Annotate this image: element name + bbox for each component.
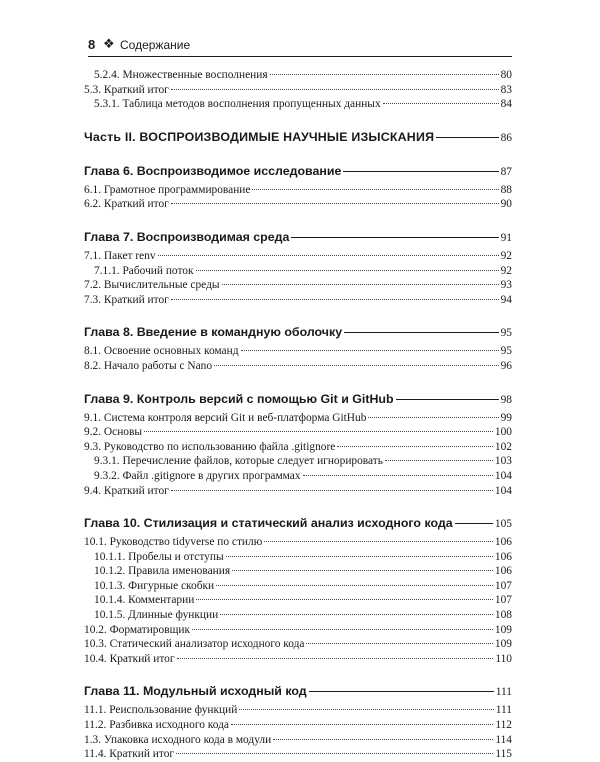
dot-leader — [214, 365, 499, 366]
toc-entry-page: 88 — [500, 183, 512, 196]
toc-entry[interactable] — [84, 454, 512, 469]
toc-entry-title: 5.3. Краткий итог — [84, 83, 169, 96]
toc-entry[interactable] — [84, 83, 512, 98]
toc-entry-page: 98 — [500, 393, 512, 406]
dot-leader — [436, 137, 498, 138]
toc-chapter-8[interactable] — [84, 324, 512, 341]
toc-entry-title: 10.1.1. Пробелы и отступы — [94, 550, 224, 563]
toc-entry-title: 6.1. Грамотное программирование — [84, 183, 251, 196]
toc-entry-title: 10.2. Форматировщик — [84, 623, 190, 636]
toc-entry-title: Глава 11. Модульный исходный код — [84, 684, 307, 699]
toc-entry[interactable] — [84, 535, 512, 550]
toc-entry-title: 10.1.3. Фигурные скобки — [94, 579, 215, 592]
toc-entry-title: Глава 10. Стилизация и статический анализ исходного кода — [84, 516, 453, 531]
dot-leader — [220, 614, 493, 615]
table-of-contents — [84, 68, 512, 762]
dot-leader — [196, 599, 493, 600]
toc-entry-page: 91 — [500, 231, 512, 244]
toc-entry[interactable] — [84, 359, 512, 374]
dot-leader — [306, 643, 492, 644]
toc-entry-page: 114 — [495, 733, 512, 746]
toc-entry[interactable] — [84, 440, 512, 455]
page-header — [88, 36, 512, 57]
toc-entry[interactable] — [84, 623, 512, 638]
toc-entry[interactable] — [84, 425, 512, 440]
dot-leader — [273, 739, 493, 740]
toc-entry[interactable] — [84, 608, 512, 623]
toc-chapter-7[interactable] — [84, 229, 512, 246]
dot-leader — [171, 203, 499, 204]
toc-entry[interactable] — [84, 718, 512, 733]
toc-entry-title: 9.1. Система контроля версий Git и веб-платформа GitHub — [84, 411, 367, 424]
dot-leader — [264, 541, 493, 542]
dot-leader — [337, 446, 493, 447]
toc-entry-title: 9.4. Краткий итог — [84, 484, 169, 497]
toc-entry-title: 5.2.4. Множественные восполнения — [94, 69, 268, 81]
dot-leader — [176, 753, 493, 754]
dot-leader — [270, 74, 499, 75]
toc-entry-title: 7.1.1. Рабочий поток — [94, 264, 194, 277]
toc-entry-title: 7.3. Краткий итог — [84, 293, 169, 306]
toc-entry[interactable] — [84, 703, 512, 718]
dot-leader — [216, 585, 493, 586]
toc-entry-title: 10.1.2. Правила именования — [94, 565, 231, 578]
toc-entry[interactable] — [84, 469, 512, 484]
toc-entry-page: 106 — [494, 550, 512, 563]
dot-leader — [171, 89, 499, 90]
dot-leader — [309, 691, 494, 692]
toc-entry[interactable] — [84, 579, 512, 594]
toc-entry-page: 93 — [500, 279, 512, 292]
dot-leader — [241, 350, 499, 351]
toc-entry-page: 86 — [500, 131, 512, 144]
toc-entry-page: 107 — [494, 579, 512, 592]
toc-entry[interactable] — [84, 68, 512, 83]
toc-entry-title: 10.4. Краткий итог — [84, 652, 175, 665]
dot-leader — [226, 556, 493, 557]
toc-entry[interactable] — [84, 593, 512, 608]
toc-entry-title: 7.2. Вычислительные среды — [84, 279, 220, 292]
toc-entry-page: 84 — [500, 98, 512, 111]
toc-entry[interactable] — [84, 652, 512, 667]
toc-entry-title: Часть II. ВОСПРОИЗВОДИМЫЕ НАУЧНЫЕ ИЗЫСКАНИЯ — [84, 129, 435, 144]
toc-entry-page: 106 — [494, 565, 512, 578]
toc-entry[interactable] — [84, 344, 512, 359]
toc-chapter-10[interactable] — [84, 515, 512, 532]
toc-entry[interactable] — [84, 197, 512, 212]
dot-leader — [383, 103, 499, 104]
toc-entry-title: 7.1. Пакет renv — [84, 249, 156, 262]
dot-leader — [232, 570, 493, 571]
toc-entry-title: 8.1. Освоение основных команд — [84, 345, 239, 358]
toc-entry-page: 92 — [500, 249, 512, 262]
toc-entry[interactable] — [84, 550, 512, 565]
toc-entry-title: 11.2. Разбивка исходного кода — [84, 719, 229, 732]
toc-chapter-6[interactable] — [84, 163, 512, 180]
toc-entry-title: 9.2. Основы — [84, 426, 143, 439]
toc-entry-page: 87 — [500, 165, 512, 178]
toc-entry[interactable] — [84, 183, 512, 198]
toc-entry-page: 104 — [494, 469, 512, 482]
toc-entry-page: 95 — [500, 327, 512, 340]
toc-entry-page: 105 — [494, 518, 512, 531]
toc-entry-page: 103 — [494, 455, 512, 468]
toc-entry-page: 108 — [494, 609, 512, 622]
toc-entry-page: 80 — [500, 69, 512, 81]
toc-entry-title: 11.1. Реиспользование функций — [84, 704, 238, 717]
toc-entry-page: 104 — [494, 484, 512, 497]
toc-entry-title: Глава 7. Воспроизводимая среда — [84, 229, 290, 244]
toc-entry-page: 107 — [494, 594, 512, 607]
toc-entry[interactable] — [84, 97, 512, 112]
dot-leader — [385, 460, 493, 461]
toc-entry-title: 6.2. Краткий итог — [84, 198, 169, 211]
toc-entry[interactable] — [84, 264, 512, 279]
toc-entry-title: Глава 9. Контроль версий с помощью Git и GitHub — [84, 391, 394, 406]
dot-leader — [344, 332, 499, 333]
dot-leader — [158, 255, 499, 256]
dot-leader — [177, 658, 494, 659]
dot-leader — [252, 189, 498, 190]
toc-entry-title: Глава 6. Воспроизводимое исследование — [84, 163, 342, 178]
toc-entry-page: 99 — [500, 411, 512, 424]
toc-entry-page: 92 — [500, 264, 512, 277]
dot-leader — [239, 709, 493, 710]
dot-leader — [196, 270, 499, 271]
toc-entry[interactable] — [84, 411, 512, 426]
dot-leader — [192, 629, 493, 630]
toc-entry[interactable] — [84, 733, 512, 748]
toc-entry-page: 95 — [500, 345, 512, 358]
toc-entry-title: 5.3.1. Таблица методов восполнения пропущенных данных — [94, 98, 381, 111]
dot-leader — [368, 417, 498, 418]
toc-entry[interactable] — [84, 249, 512, 264]
toc-entry-title: 8.2. Начало работы с Nano — [84, 359, 213, 372]
toc-entry-title: 11.4. Краткий итог — [84, 748, 175, 761]
toc-entry-page: 111 — [495, 686, 512, 699]
toc-entry-page: 110 — [495, 652, 512, 665]
toc-entry[interactable] — [84, 637, 512, 652]
toc-part-heading[interactable] — [84, 129, 512, 146]
toc-entry[interactable] — [84, 564, 512, 579]
dot-leader — [231, 724, 493, 725]
toc-entry-page: 112 — [495, 719, 512, 732]
toc-entry[interactable] — [84, 484, 512, 499]
toc-entry-title: 10.3. Статический анализатор исходного кода — [84, 638, 305, 651]
dot-leader — [291, 237, 498, 238]
dot-leader — [222, 284, 499, 285]
dot-leader — [144, 431, 493, 432]
toc-entry-page: 115 — [495, 748, 512, 761]
toc-entry-page: 109 — [494, 623, 512, 636]
ornament-icon: ❖ — [103, 36, 115, 51]
toc-entry-title: 9.3.2. Файл .gitignore в других программах — [94, 469, 301, 482]
toc-entry[interactable] — [84, 278, 512, 293]
dot-leader — [303, 475, 493, 476]
dot-leader — [455, 523, 493, 524]
toc-entry-title: 10.1.4. Комментарии — [94, 594, 195, 607]
dot-leader — [171, 490, 493, 491]
toc-entry-page: 109 — [494, 638, 512, 651]
toc-entry-page: 100 — [494, 426, 512, 439]
toc-entry-title: 9.3. Руководство по использованию файла .gitignore — [84, 440, 336, 453]
toc-entry-page: 106 — [494, 536, 512, 549]
dot-leader — [396, 399, 499, 400]
toc-entry-page: 102 — [494, 440, 512, 453]
page-number: 8 — [88, 37, 96, 52]
toc-entry-title: 9.3.1. Перечисление файлов, которые следует игнорировать — [94, 455, 383, 468]
toc-entry-page: 90 — [500, 198, 512, 211]
dot-leader — [343, 171, 498, 172]
toc-entry-page: 111 — [495, 704, 512, 717]
toc-entry[interactable] — [84, 293, 512, 308]
toc-entry-title: 10.1.5. Длинные функции — [94, 609, 219, 622]
dot-leader — [171, 299, 499, 300]
toc-entry-title: 1.3. Упаковка исходного кода в модули — [84, 733, 272, 746]
toc-entry-page: 83 — [500, 83, 512, 96]
section-title: Содержание — [120, 38, 191, 52]
toc-entry-title: 10.1. Руководство tidyverse по стилю — [84, 536, 263, 549]
toc-chapter-9[interactable] — [84, 391, 512, 408]
toc-entry-page: 96 — [500, 359, 512, 372]
toc-chapter-11[interactable] — [84, 683, 512, 700]
toc-entry[interactable] — [84, 747, 512, 762]
toc-entry-page: 94 — [500, 293, 512, 306]
toc-entry-title: Глава 8. Введение в командную оболочку — [84, 325, 343, 340]
